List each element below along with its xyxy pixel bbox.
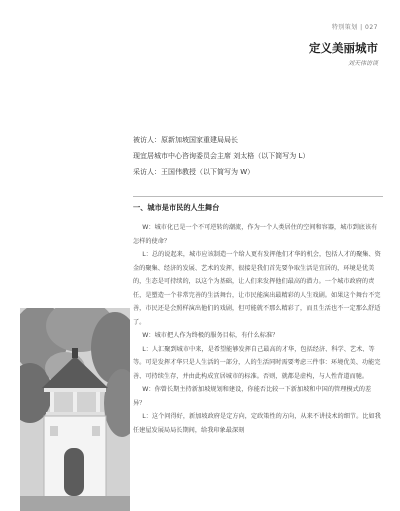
paragraph: L：人汇聚到城市中来，是希望能够发挥自己最高的才华，包括经济、科学、艺术、等等。可是发挥才华只是人生活的一部分，人的生活同时需要考虑三件事：环境优美、功能完善、可持续生存，并由此构成宜居城市的标准。否则，就都是虚构，与人性背道而驰。 — [133, 345, 381, 380]
article-title: 定义美丽城市 — [309, 41, 378, 55]
article-byline: 刘天伟访谈 — [347, 60, 378, 67]
pavilion-photo — [20, 308, 130, 511]
article-body — [133, 221, 383, 437]
paragraph: W：城市把人作为终极的服务目标，有什么标准？ — [142, 332, 279, 339]
paragraph: L：总的说起来，城市应该制造一个给人更有发挥他们才华的机会，包括人才的聚集、资金的聚集、经济的发展、艺术的发挥，很接是我们首先要争取生活是宜居的，环境是优美的，生态是可持续的，以这个为基础，让人们来发挥他们最高的潜力。一个城市政府的责任，是塑造一个非常完善的生活舞台，让市民能演出最精彩的人生戏剧。如果这个舞台不完善，市民还是会照样演出他们的戏剧，但可能就不那么精彩了，而且生活也不一定那么舒适了。 — [133, 251, 381, 326]
divider — [133, 196, 383, 197]
paragraph: W：你曾长期主持新加坡规划和建设，你能否比较一下新加坡和中国的管理模式的差异？ — [133, 386, 372, 407]
interviewee-title-line: 现宜居城市中心咨询委员会主席 刘太格（以下简写为 L） — [133, 152, 310, 160]
interviewee-line: 被访人：原新加坡国家重建局局长 — [133, 136, 238, 144]
section-heading: 一、城市是市民的人生舞台 — [133, 203, 220, 212]
paragraph: L：这个问得好，新加坡政府是定方向，定政策性的方向，从来不讲技术的细节。比如我任建屋发展局局长期间，给我印象最深刻 — [133, 413, 381, 434]
interviewer-line: 采访人：王国伟教授（以下简写为 W） — [133, 168, 255, 176]
paragraph: W：城市化已是一个不可逆转的潮流，作为一个人类居住的空间和容器，城市到底该有怎样的使命？ — [133, 224, 378, 245]
running-head: 特别策划 | 027 — [331, 24, 378, 31]
interview-persons — [133, 132, 383, 180]
